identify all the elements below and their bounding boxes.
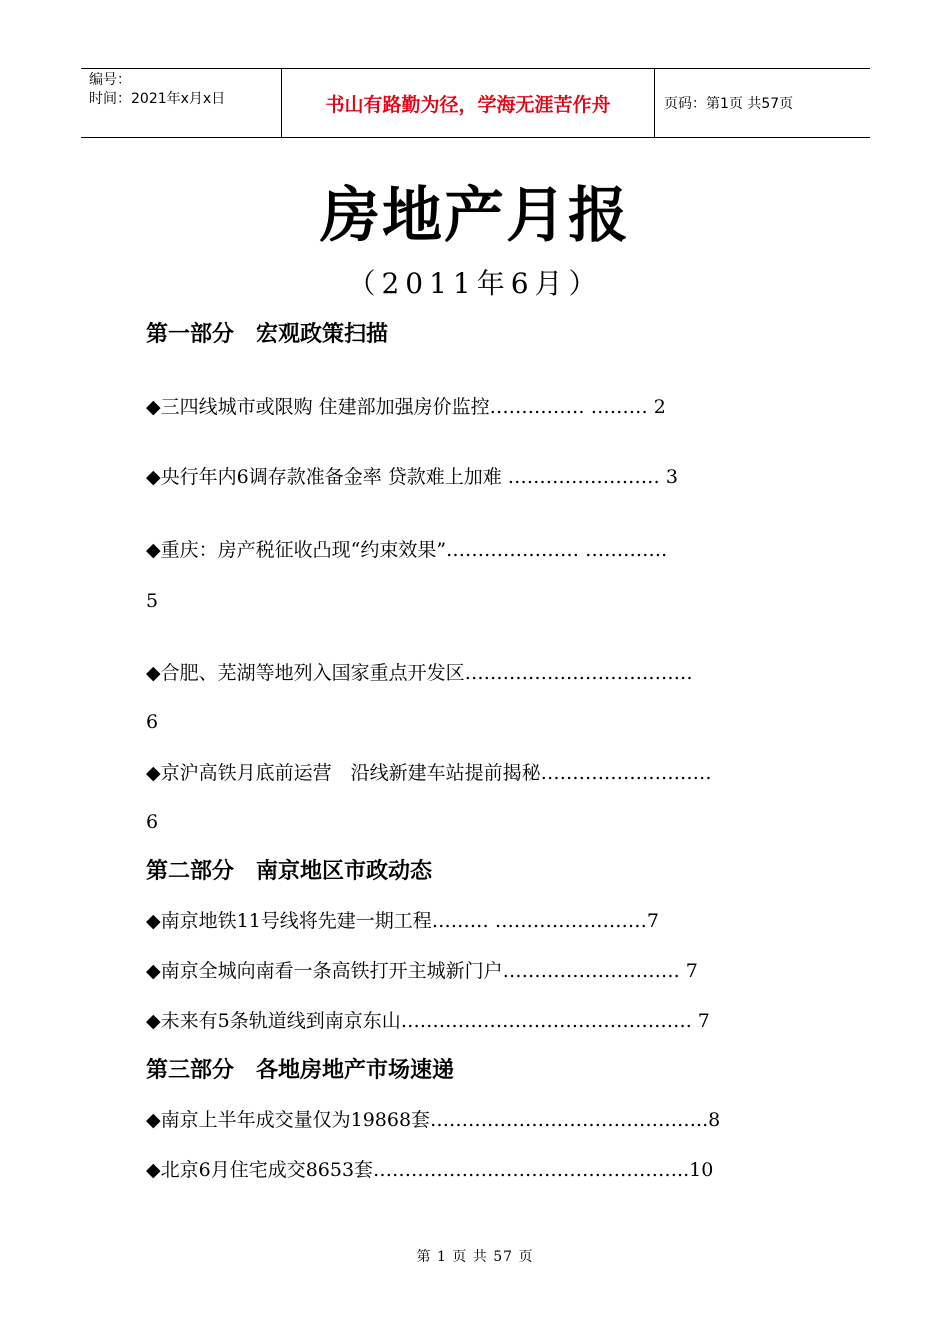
- toc-entry[interactable]: ◆三四线城市或限购 住建部加强房价监控…………… ……… 2: [146, 396, 666, 418]
- toc-entry[interactable]: ◆京沪高铁月底前运营 沿线新建车站提前揭秘………………………: [146, 762, 712, 784]
- motto: 书山有路勤为径，学海无涯苦作舟: [281, 69, 655, 137]
- toc-page-number: 5: [146, 590, 159, 612]
- document-subtitle: （2011年6月）: [347, 267, 603, 300]
- page-footer: 第 1 页 共 57 页: [416, 1249, 534, 1265]
- section-heading-1: 第一部分 宏观政策扫描: [146, 322, 389, 347]
- toc-entry[interactable]: ◆未来有5条轨道线到南京东山………………………………………. 7: [146, 1010, 710, 1032]
- page-info: 页码：第1页 共57页: [664, 96, 794, 112]
- section-heading-3: 第三部分 各地房地产市场速递: [146, 1058, 455, 1083]
- toc-entry[interactable]: ◆南京全城向南看一条高铁打开主城新门户………………………. 7: [146, 960, 698, 982]
- toc-page-number: 6: [146, 811, 159, 833]
- toc-page-number: 6: [146, 711, 159, 733]
- time-label: 时间：2021年x月x日: [89, 91, 226, 107]
- toc-entry[interactable]: ◆央行年内6调存款准备金率 贷款难上加难 …………………… 3: [146, 466, 678, 488]
- header-table: [81, 68, 870, 138]
- toc-entry[interactable]: ◆南京地铁11号线将先建一期工程……… ……………………7: [146, 910, 659, 932]
- number-label: 编号：: [89, 72, 131, 88]
- section-heading-2: 第二部分 南京地区市政动态: [146, 859, 433, 884]
- toc-entry[interactable]: ◆合肥、芜湖等地列入国家重点开发区………………………………: [146, 662, 693, 684]
- header-meta: [81, 69, 281, 137]
- toc-entry[interactable]: ◆南京上半年成交量仅为19868套……………………………………..8: [146, 1109, 721, 1131]
- document-title: 房地产月报: [320, 181, 630, 251]
- toc-entry[interactable]: ◆重庆：房产税征收凸现“约束效果”………………… ………….: [146, 539, 668, 561]
- toc-entry[interactable]: ◆北京6月住宅成交8653套…………………………………………..10: [146, 1159, 714, 1181]
